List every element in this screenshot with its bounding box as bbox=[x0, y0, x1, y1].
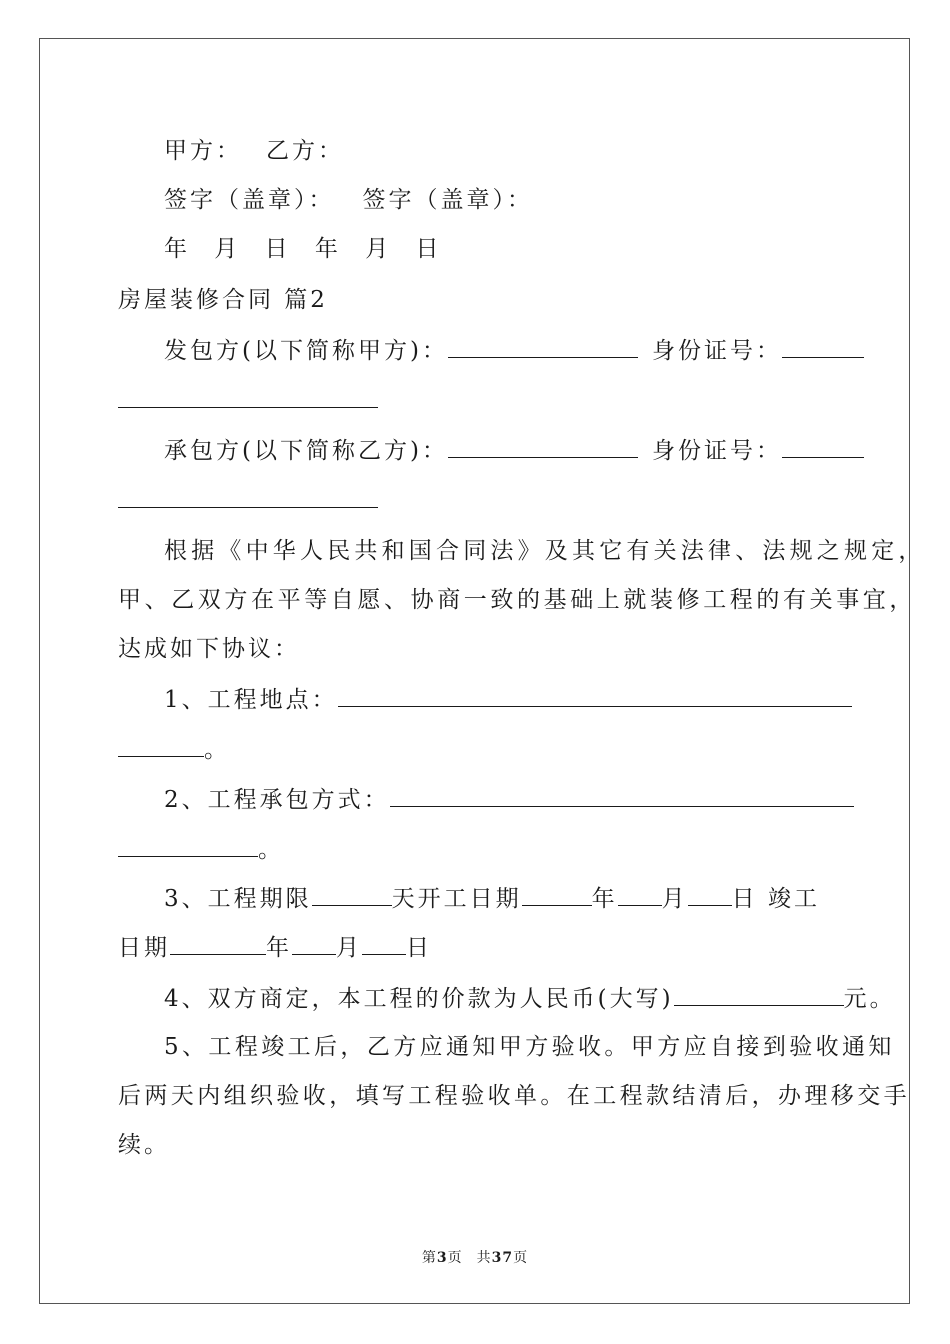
clause-1 bbox=[164, 684, 852, 715]
project-location-blank-continued bbox=[118, 734, 204, 757]
clause-2 bbox=[164, 784, 854, 815]
employer-id-label: 身份证号： bbox=[651, 338, 782, 364]
clause-3-continued bbox=[118, 932, 432, 963]
duration-days-blank bbox=[312, 883, 392, 906]
clause-1-label: 1、工程地点： bbox=[164, 687, 338, 713]
start-day-blank bbox=[688, 883, 732, 906]
clause-3-label: 3、工程期限 bbox=[164, 886, 312, 912]
clause-5-line-3: 续。 bbox=[118, 1132, 170, 1158]
signature-parties bbox=[164, 136, 344, 166]
completion-year-blank bbox=[170, 932, 266, 955]
employer-line bbox=[164, 335, 864, 366]
intro-line-1: 根据《中华人民共和国合同法》及其它有关法律、法规之规定， bbox=[164, 538, 926, 564]
intro-line-2: 甲、乙双方在平等自愿、协商一致的基础上就装修工程的有关事宜， bbox=[118, 587, 916, 613]
contract-method-blank-continued bbox=[118, 834, 258, 857]
completion-month-label: 月 bbox=[336, 935, 362, 961]
clause-1-continued bbox=[118, 734, 230, 765]
total-pages: 37 bbox=[491, 1250, 514, 1266]
total-prefix: 共 bbox=[476, 1250, 492, 1266]
clause-3-start-label: 天开工日期 bbox=[391, 886, 522, 912]
page-frame bbox=[39, 38, 910, 1304]
clause-4-text: 4、双方商定，本工程的价款为人民币(大写) bbox=[164, 986, 674, 1012]
contractor-id-blank bbox=[782, 435, 864, 458]
contractor-line bbox=[164, 435, 864, 466]
clause-4 bbox=[164, 983, 896, 1014]
sign-b-label: 签字（盖章）： bbox=[362, 187, 533, 213]
party-b-label: 乙方： bbox=[266, 138, 344, 164]
clause-2-label: 2、工程承包方式： bbox=[164, 787, 390, 813]
completion-month-blank bbox=[292, 932, 336, 955]
signature-date-line: 年 月 日 年 月 日 bbox=[164, 236, 442, 262]
price-blank bbox=[674, 983, 844, 1006]
completion-day-blank bbox=[362, 932, 406, 955]
sign-a-label: 签字（盖章）： bbox=[164, 187, 335, 213]
page-footer bbox=[0, 1247, 950, 1267]
employer-name-blank bbox=[448, 335, 638, 358]
party-a-label: 甲方： bbox=[164, 138, 242, 164]
start-month-blank bbox=[618, 883, 662, 906]
page-number: 3 bbox=[436, 1250, 448, 1266]
start-year-label: 年 bbox=[591, 886, 618, 912]
employer-id-blank-continued bbox=[118, 407, 378, 408]
completion-date-label: 日期 bbox=[118, 935, 170, 961]
employer-label: 发包方(以下简称甲方)： bbox=[164, 338, 448, 364]
contractor-id-blank-continued bbox=[118, 507, 378, 508]
clause-1-end: 。 bbox=[204, 737, 230, 763]
contract-method-blank bbox=[390, 784, 854, 807]
completion-year-label: 年 bbox=[266, 935, 292, 961]
clause-5-line-2: 后两天内组织验收，填写工程验收单。在工程款结清后，办理移交手 bbox=[118, 1083, 910, 1109]
total-suffix: 页 bbox=[513, 1250, 529, 1266]
contractor-label: 承包方(以下简称乙方)： bbox=[164, 438, 448, 464]
clause-2-end: 。 bbox=[258, 837, 284, 863]
signature-sign-line bbox=[164, 185, 533, 215]
contractor-id-label: 身份证号： bbox=[651, 438, 782, 464]
start-day-label: 日 竣工 bbox=[731, 886, 820, 912]
start-month-label: 月 bbox=[661, 886, 688, 912]
contractor-name-blank bbox=[448, 435, 638, 458]
clause-5-line-1: 5、工程竣工后，乙方应通知甲方验收。甲方应自接到验收通知 bbox=[164, 1034, 895, 1060]
project-location-blank bbox=[338, 684, 852, 707]
clause-3 bbox=[164, 883, 820, 914]
section-title: 房屋装修合同 篇2 bbox=[118, 287, 328, 313]
completion-day-label: 日 bbox=[406, 935, 432, 961]
intro-line-3: 达成如下协议： bbox=[118, 636, 300, 662]
start-year-blank bbox=[522, 883, 592, 906]
page-prefix: 第 bbox=[421, 1250, 437, 1266]
page-suffix: 页 bbox=[447, 1250, 463, 1266]
clause-2-continued bbox=[118, 834, 284, 865]
employer-id-blank bbox=[782, 335, 864, 358]
clause-4-end: 元。 bbox=[843, 986, 896, 1012]
